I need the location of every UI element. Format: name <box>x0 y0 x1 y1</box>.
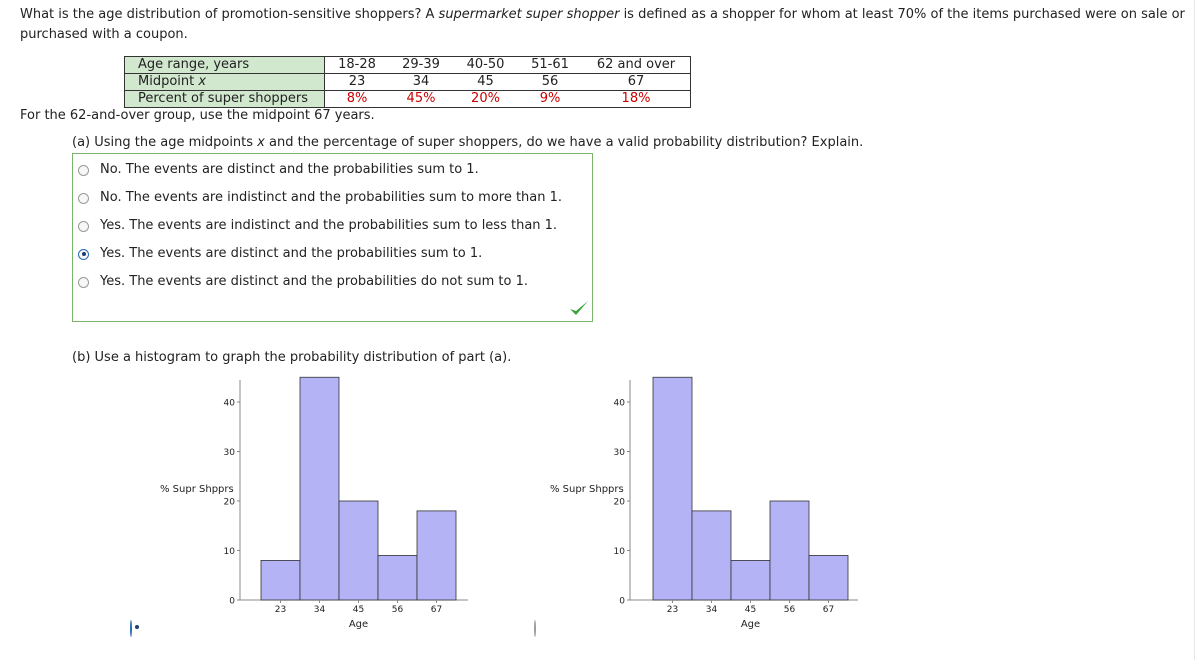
midpoint-cell: 23 <box>348 74 366 89</box>
y-axis-label: % Supr Shpprs <box>160 484 234 495</box>
y-tick-label: 10 <box>613 547 625 557</box>
percent-cell: 20% <box>471 91 500 106</box>
part-a-prompt-rest: and the percentage of super shoppers, do we have a valid probability distribution? Explain. <box>264 135 864 150</box>
midpoint-label-var: x <box>198 74 207 89</box>
histogram-bar <box>300 377 339 600</box>
x-axis-label: Age <box>348 619 369 630</box>
y-tick-label: 0 <box>229 596 235 607</box>
radio-button[interactable] <box>78 193 89 204</box>
question-text <box>20 5 1185 45</box>
x-tick-label: 45 <box>744 605 757 615</box>
y-tick-label: 40 <box>613 398 625 409</box>
x-tick-label: 67 <box>822 605 835 615</box>
y-tick-label: 0 <box>619 596 625 607</box>
part-a-prompt-var: x <box>257 135 265 150</box>
range-cell: 18-28 <box>338 57 376 72</box>
choice-label: Yes. The events are indistinct and the probabilities sum to less than 1. <box>100 218 558 233</box>
row-label-midpoint <box>125 74 325 91</box>
range-cell: 62 and over <box>596 57 676 72</box>
page-edge-line <box>1194 0 1195 660</box>
percent-cell: 18% <box>621 91 651 106</box>
x-tick-label: 34 <box>313 605 326 615</box>
table-row-midpoints <box>125 74 691 91</box>
choice-option-5[interactable] <box>78 272 528 292</box>
histogram-bar <box>417 511 456 600</box>
x-tick-label: 23 <box>274 605 287 615</box>
midpoint-cell: 56 <box>541 74 559 89</box>
range-cell: 29-39 <box>402 57 440 72</box>
radio-button[interactable] <box>78 277 89 288</box>
histogram-bar <box>809 555 848 600</box>
histogram-bar <box>378 555 417 600</box>
x-axis-label: Age <box>740 619 761 630</box>
histogram-option-2 <box>520 370 870 640</box>
question-term: supermarket super shopper <box>438 7 620 22</box>
histogram-option-1 <box>130 370 475 640</box>
x-tick-label: 45 <box>352 605 365 615</box>
histogram-bar <box>770 501 809 600</box>
graph-radio-2[interactable] <box>534 620 536 637</box>
range-cell: 51-61 <box>531 57 569 72</box>
range-values <box>325 57 691 74</box>
correct-check-icon <box>568 298 590 318</box>
histogram-bar <box>692 511 731 600</box>
choice-label: Yes. The events are distinct and the probabilities sum to 1. <box>100 246 483 261</box>
question-intro: What is the age distribution of promotion-sensitive shoppers? A <box>20 7 439 22</box>
midpoint-cell: 45 <box>477 74 494 89</box>
x-tick-label: 67 <box>430 605 443 615</box>
choice-label: Yes. The events are distinct and the probabilities do not sum to 1. <box>100 274 529 289</box>
percent-values <box>325 91 691 108</box>
row-label-age-range: Age range, years <box>125 57 325 74</box>
histogram-bar <box>653 377 692 600</box>
radio-button[interactable] <box>78 221 89 232</box>
y-tick-label: 20 <box>613 497 625 508</box>
choice-option-3[interactable] <box>78 216 557 236</box>
question-rest: is defined as a shopper for whom at least 70% of the items purchased were on sale or purchased with a coupon. <box>20 7 1185 42</box>
x-tick-label: 23 <box>666 605 679 615</box>
choice-option-2[interactable] <box>78 188 562 208</box>
x-tick-label: 56 <box>391 605 404 615</box>
histogram-bar <box>731 560 770 600</box>
table-row-ranges <box>125 57 691 74</box>
part-a-prompt-text: (a) Using the age midpoints <box>72 135 258 150</box>
y-tick-label: 20 <box>223 497 235 508</box>
y-tick-label: 30 <box>613 448 625 458</box>
graph-radio-1[interactable] <box>130 620 132 637</box>
choice-option-4[interactable] <box>78 244 482 264</box>
midpoint-label-text: Midpoint <box>138 74 199 89</box>
y-tick-label: 30 <box>223 448 235 458</box>
data-table <box>124 56 691 108</box>
x-tick-label: 56 <box>783 605 796 615</box>
midpoint-cell: 34 <box>412 74 430 89</box>
midpoint-cell: 67 <box>627 74 645 89</box>
choice-option-1[interactable] <box>78 160 479 180</box>
y-tick-label: 40 <box>223 398 235 409</box>
choice-label: No. The events are distinct and the probabilities sum to 1. <box>100 162 479 177</box>
x-tick-label: 34 <box>705 605 718 615</box>
y-tick-label: 10 <box>223 547 235 557</box>
percent-cell: 45% <box>406 91 436 106</box>
y-axis-label: % Supr Shpprs <box>550 484 624 495</box>
percent-cell: 9% <box>539 91 561 106</box>
part-b-prompt: (b) Use a histogram to graph the probability distribution of part (a). <box>72 350 512 365</box>
radio-button-selected[interactable] <box>78 249 89 260</box>
choice-label: No. The events are indistinct and the probabilities sum to more than 1. <box>100 190 563 205</box>
percent-cell: 8% <box>346 91 368 106</box>
midpoint-values <box>325 74 691 91</box>
range-cell: 40-50 <box>466 57 505 72</box>
row-label-percent: Percent of super shoppers <box>125 91 325 108</box>
radio-button[interactable] <box>78 165 89 176</box>
histogram-bar <box>339 501 378 600</box>
part-a-prompt <box>72 135 863 150</box>
histogram-bar <box>261 560 300 600</box>
table-row-percents <box>125 91 691 108</box>
midpoint-note: For the 62-and-over group, use the midpoint 67 years. <box>20 108 375 123</box>
